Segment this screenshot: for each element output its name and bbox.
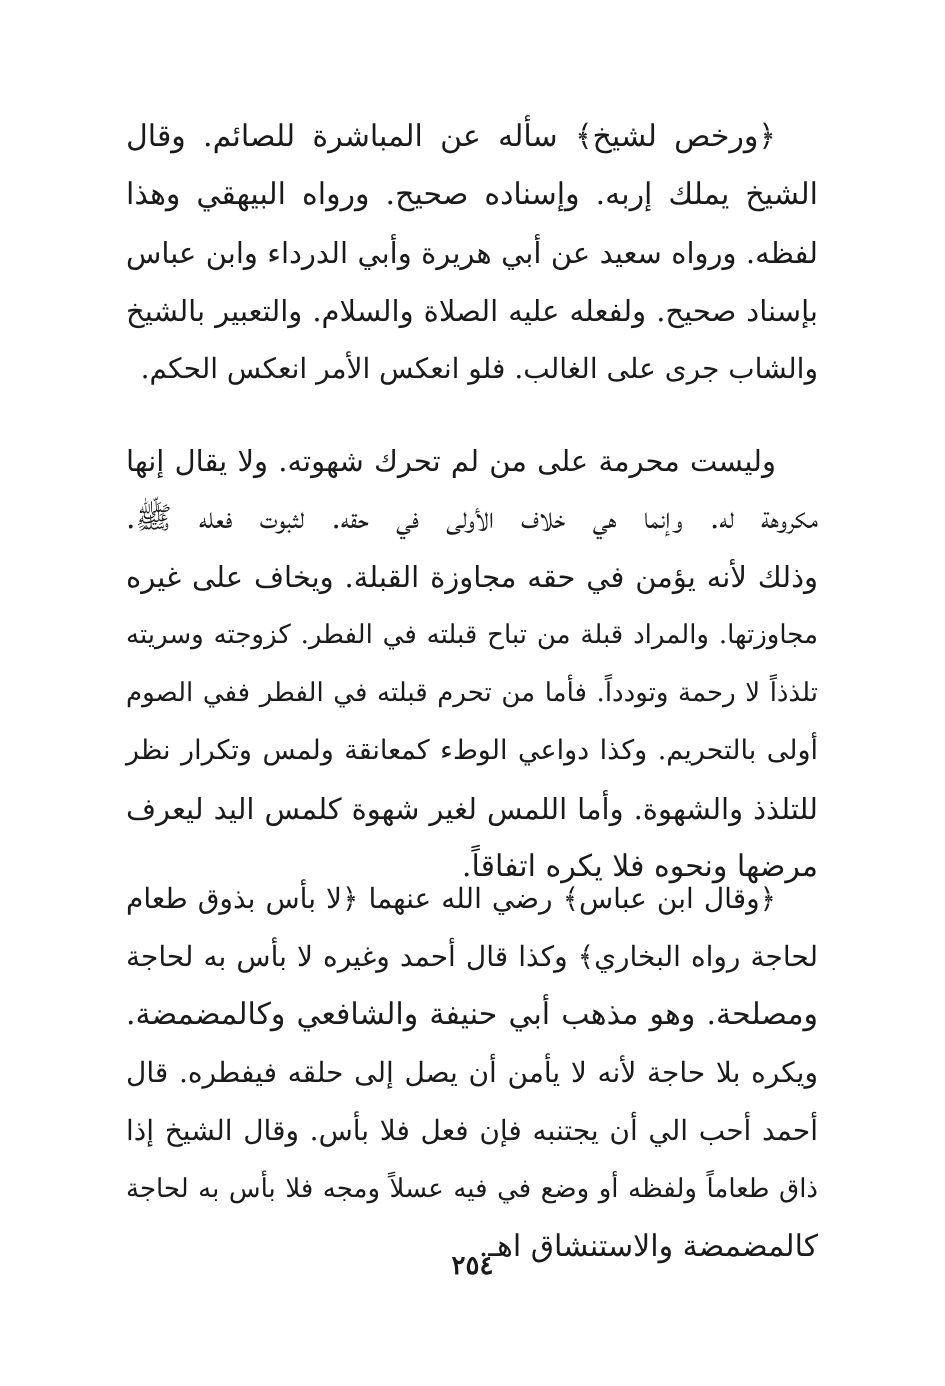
paragraph-line: لحاجة رواه البخاري﴾ وكذا قال أحمد وغيره لا بأس به لحاجة — [126, 940, 818, 973]
paragraph-line: وليست محرمة على من لم تحرك شهوته. ولا يقال إنها — [126, 444, 776, 478]
paragraph-line: ﴿ورخص لشيخ﴾ سأله عن المباشرة للصائم. وقال — [126, 119, 776, 154]
paragraph-line: للتلذذ والشهوة. وأما اللمس لغير شهوة كلمس اليد ليعرف — [126, 792, 818, 826]
paragraph-line: ومصلحة. وهو مذهب أبي حنيفة والشافعي وكالمضمضة. — [126, 997, 818, 1032]
paragraph-1 — [126, 108, 818, 398]
paragraph-line: أحمد أحب الي أن يجتنبه فإن فعل فلا بأس. وقال الشيخ إذا — [126, 1114, 818, 1147]
paragraph-line: تلذذاً لا رحمة وتودداً. فأما من تحرم قبلته في الفطر ففي الصوم — [126, 678, 818, 708]
paragraph-line: مجاوزتها. والمراد قبلة من تباح قبلته في الفطر. كزوجته وسريته — [126, 620, 818, 650]
paragraph-line: أولى بالتحريم. وكذا دواعي الوطء كمعانقة ولمس وتكرار نظر — [126, 735, 818, 766]
paragraph-line: وذلك لأنه يؤمن في حقه مجاوزة القبلة. ويخاف على غيره — [126, 560, 818, 594]
paragraph-line: ﴿وقال ابن عباس﴾ رضي الله عنهما ﴿لا بأس بذوق طعام — [126, 882, 776, 915]
paragraph-line: ويكره بلا حاجة لأنه لا يأمن أن يصل إلى حلقه فيفطره. قال — [126, 1056, 818, 1089]
paragraph-line: مرضها ونحوه فلا يكره اتفاقاً. — [461, 849, 818, 884]
paragraph-3 — [126, 870, 818, 1276]
page-number: ٢٥٤ — [451, 1251, 494, 1281]
paragraph-line: الشيخ يملك إربه. وإسناده صحيح. ورواه البيهقي وهذا — [126, 177, 818, 212]
paragraph-line: لفظه. ورواه سعيد عن أبي هريرة وأبي الدرداء وابن عباس — [126, 236, 818, 270]
paragraph-line: والشاب جرى على الغالب. فلو انعكس الأمر انعكس الحكم. — [140, 352, 818, 385]
paragraph-line: مكروهة له. وإنما هي خلاف الأولى في حقه. لثبوت فعله ﷺ. — [126, 501, 818, 536]
paragraph-line: ذاق طعاماً ولفظه أو وضع في فيه عسلاً ومجه فلا بأس به لحاجة — [126, 1174, 818, 1204]
paragraph-line: بإسناد صحيح. ولفعله عليه الصلاة والسلام. والتعبير بالشيخ — [126, 294, 818, 328]
paragraph-2 — [126, 432, 818, 896]
paragraph-line: كالمضمضة والاستنشاق اهـ. — [478, 1229, 818, 1264]
